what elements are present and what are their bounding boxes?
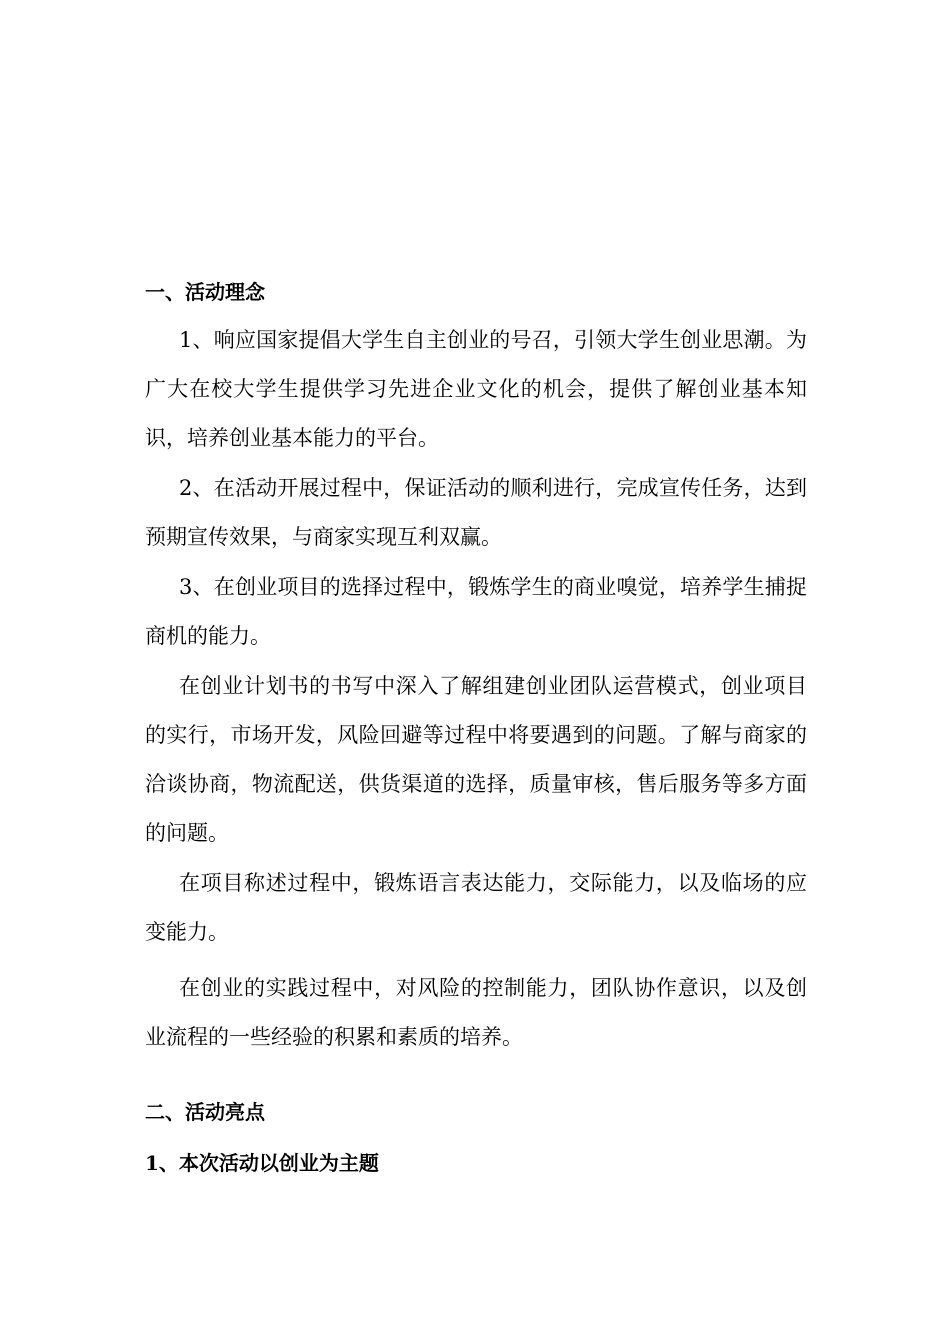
highlight-subheading-1: 1、本次活动以创业为主题 [145, 1151, 379, 1175]
concept-paragraph-2: 2、在活动开展过程中，保证活动的顺利进行，完成宣传任务，达到预期宣传效果，与商家实现互利双赢。 [145, 476, 807, 549]
concept-paragraph-3: 3、在创业项目的选择过程中，锻炼学生的商业嗅觉，培养学生捕捉商机的能力。 [145, 575, 807, 648]
concept-paragraph-6: 在创业的实践过程中，对风险的控制能力，团队协作意识，以及创业流程的一些经验的积累和素质的培养。 [145, 976, 807, 1049]
concept-paragraph-1: 1、响应国家提倡大学生自主创业的号召，引领大学生创业思潮。为广大在校大学生提供学习先进企业文化的机会，提供了解创业基本知识，培养创业基本能力的平台。 [145, 328, 807, 450]
concept-paragraph-5: 在项目称述过程中，锻炼语言表达能力，交际能力，以及临场的应变能力。 [145, 871, 807, 944]
document-page [145, 0, 807, 1344]
concept-paragraph-4: 在创业计划书的书写中深入了解组建创业团队运营模式，创业项目的实行，市场开发，风险回避等过程中将要遇到的问题。了解与商家的洽谈协商，物流配送，供货渠道的选择，质量审核，售后服务等多方面的问题。 [145, 674, 807, 845]
section-heading-concept: 一、活动理念 [145, 280, 265, 304]
section-heading-highlights: 二、活动亮点 [145, 1100, 265, 1124]
